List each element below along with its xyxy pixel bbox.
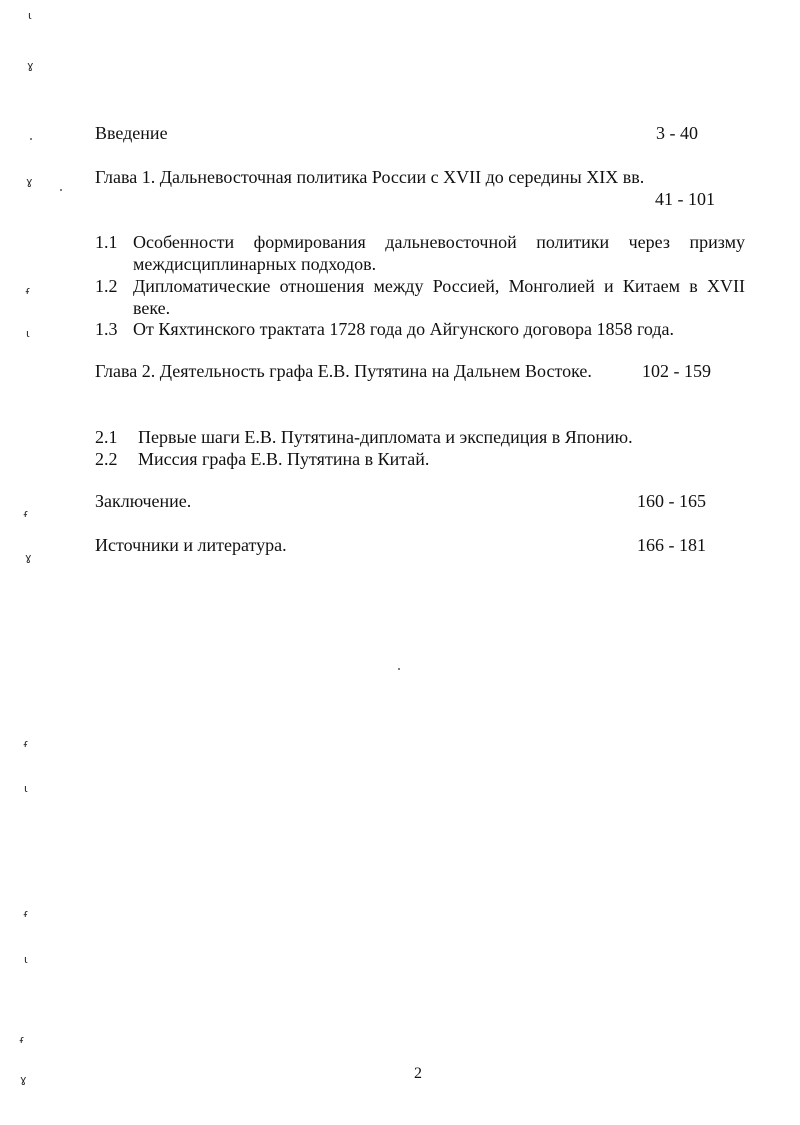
scan-mark: ᵳ bbox=[24, 507, 28, 520]
scan-mark: ɣ bbox=[25, 551, 32, 564]
scan-mark: ɩ bbox=[24, 782, 28, 795]
toc-sources-title: Источники и литература. bbox=[95, 535, 287, 555]
scan-mark: ᵳ bbox=[24, 907, 28, 920]
scan-mark: ᵳ bbox=[20, 1033, 24, 1046]
scan-mark: ɣ bbox=[27, 59, 34, 72]
scan-mark: ɩ bbox=[26, 327, 30, 340]
toc-section-text: Миссия графа Е.В. Путятина в Китай. bbox=[138, 449, 430, 469]
toc-section-text: Дипломатические отношения между Россией, Монголией и Китаем в XVII веке. bbox=[133, 276, 745, 318]
toc-intro-title: Введение bbox=[95, 123, 168, 143]
toc-section-number: 2.1 bbox=[95, 427, 118, 447]
toc-section-number: 2.2 bbox=[95, 449, 118, 469]
scan-mark: ɩ bbox=[28, 9, 32, 22]
scan-mark: ᵳ bbox=[24, 737, 28, 750]
toc-section-2-2 bbox=[95, 448, 745, 470]
toc-conclusion-title: Заключение. bbox=[95, 491, 192, 511]
scan-mark: ɣ bbox=[26, 175, 33, 188]
toc-intro-pages: 3 - 40 bbox=[656, 123, 698, 143]
toc-section-number: 1.2 bbox=[95, 276, 118, 296]
toc-section-number: 1.3 bbox=[95, 319, 118, 339]
toc-conclusion-pages: 160 - 165 bbox=[637, 491, 706, 511]
toc-section-1-2 bbox=[95, 275, 745, 319]
toc-section-text: Первые шаги Е.В. Путятина-дипломата и экспедиция в Японию. bbox=[138, 427, 633, 447]
scan-mark: ᵳ bbox=[26, 284, 30, 297]
scan-mark bbox=[30, 138, 32, 140]
toc-section-number: 1.1 bbox=[95, 232, 118, 252]
scan-mark bbox=[398, 668, 400, 670]
toc-section-1-1 bbox=[95, 231, 745, 275]
toc-chapter1-pages: 41 - 101 bbox=[655, 189, 715, 209]
toc-chapter1-title: Глава 1. Дальневосточная политика России с XVII до середины XIX вв. bbox=[95, 167, 645, 187]
scan-mark bbox=[60, 189, 62, 191]
toc-section-2-1 bbox=[95, 426, 745, 448]
page-number: 2 bbox=[414, 1065, 422, 1082]
toc-chapter2-pages: 102 - 159 bbox=[642, 361, 711, 381]
toc-section-1-3 bbox=[95, 318, 745, 340]
toc-sources-pages: 166 - 181 bbox=[637, 535, 706, 555]
scan-mark: ɩ bbox=[24, 953, 28, 966]
toc-section-text: Особенности формирования дальневосточной политики через призму междисциплинарных подходов. bbox=[133, 232, 745, 274]
toc-section-text: От Кяхтинского трактата 1728 года до Айгунского договора 1858 года. bbox=[133, 319, 675, 339]
toc-chapter2-title: Глава 2. Деятельность графа Е.В. Путятина на Дальнем Востоке. bbox=[95, 361, 592, 381]
scan-mark: ɣ bbox=[20, 1073, 27, 1086]
